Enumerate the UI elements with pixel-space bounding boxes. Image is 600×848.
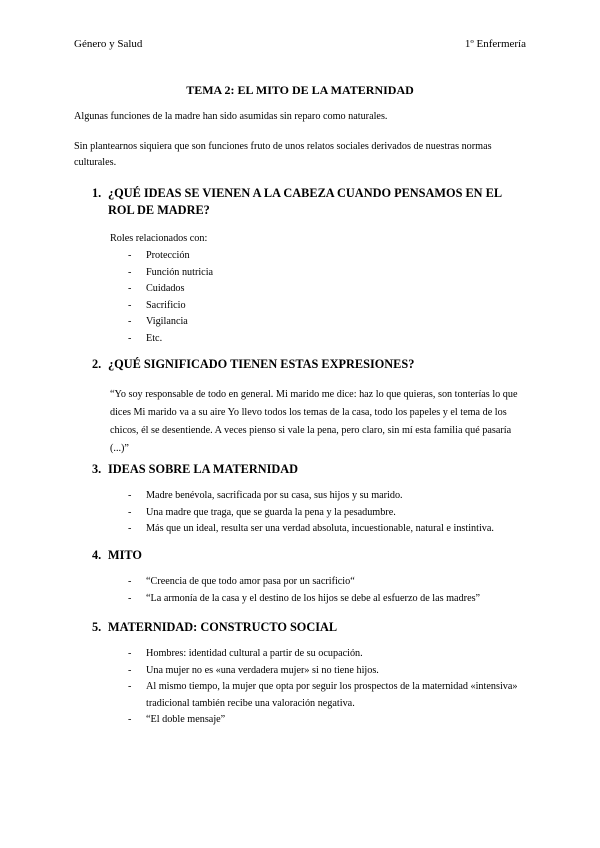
dash-marker: -: [128, 266, 132, 278]
dash-marker: -: [128, 490, 132, 501]
list-item: - Protección: [128, 248, 528, 265]
intro-paragraph-1: Algunas funciones de la madre han sido asumidas sin reparo como naturales.: [74, 111, 388, 122]
list-item: - “La armonía de la casa y el destino de los hijos se debe al esfuerzo de las madres”: [128, 591, 528, 608]
section-3-list: [128, 488, 528, 538]
dash-marker: -: [128, 664, 132, 676]
intro-paragraph-2: Sin plantearnos siquiera que son funciones fruto de unos relatos sociales derivados de nuestras normas culturales.: [74, 141, 492, 168]
section-title: MATERNIDAD: CONSTRUCTO SOCIAL: [108, 620, 338, 634]
section-number: 5.: [92, 620, 102, 634]
list-item: - Madre benévola, sacrificada por su casa, sus hijos y su marido.: [128, 488, 528, 505]
section-4-list: [128, 574, 528, 607]
dash-marker: -: [128, 283, 132, 295]
dash-marker: -: [128, 592, 132, 604]
section-2-quote: “Yo soy responsable de todo en general. Mi marido me dice: haz lo que quieras, son tonterías lo que dices Mi marido va a su aire Yo llevo todos los temas de la casa, todo los papeles y el tema de los chicos, él se desentiende. A veces pienso si vale la pena, pero claro, sin mí esta familia qué pasaría (...)”: [110, 389, 518, 454]
list-item: - Más que un ideal, resulta ser una verdad absoluta, incuestionable, natural e instintiva.: [128, 521, 528, 538]
dash-marker: -: [128, 523, 132, 535]
list-item: - “Creencia de que todo amor pasa por un sacrificio“: [128, 574, 528, 591]
list-item: - Hombres: identidad cultural a partir de su ocupación.: [128, 646, 528, 663]
list-item: - Vigilancia: [128, 314, 528, 331]
list-item: - Cuidados: [128, 281, 528, 298]
list-item: - Etc.: [128, 331, 528, 348]
section-number: 4.: [92, 548, 102, 562]
header-subject: Género y Salud: [74, 38, 143, 50]
section-title: MITO: [108, 548, 142, 562]
list-item: - “El doble mensaje”: [128, 712, 528, 729]
section-title: ¿QUÉ IDEAS SE VIENEN A LA CABEZA CUANDO PENSAMOS EN EL ROL DE MADRE?: [108, 186, 502, 217]
dash-marker: -: [128, 648, 132, 659]
dash-marker: -: [128, 576, 132, 587]
list-item: - Al mismo tiempo, la mujer que opta por seguir los prospectos de la maternidad «intensiva» tradicional también recibe una valoración negativa.: [128, 681, 518, 709]
dash-marker: -: [128, 299, 132, 311]
section-number: 3.: [92, 462, 102, 476]
dash-marker: -: [128, 681, 132, 693]
list-item: - Sacrificio: [128, 298, 528, 315]
document-title: TEMA 2: EL MITO DE LA MATERNIDAD: [186, 83, 414, 97]
dash-marker: -: [128, 332, 132, 344]
list-item: - Una madre que traga, que se guarda la pena y la pesadumbre.: [128, 505, 528, 522]
dash-marker: -: [128, 506, 132, 518]
list-item: - Función nutricia: [128, 265, 528, 282]
dash-marker: -: [128, 316, 132, 328]
list-item: - Una mujer no es «una verdadera mujer» si no tiene hijos.: [128, 663, 528, 680]
section-5-list: [128, 646, 528, 729]
section-title: ¿QUÉ SIGNIFICADO TIENEN ESTAS EXPRESIONES?: [108, 357, 415, 371]
section-1-list: [128, 248, 528, 348]
section-title: IDEAS SOBRE LA MATERNIDAD: [108, 462, 299, 476]
section-number: 1.: [92, 186, 102, 200]
dash-marker: -: [128, 714, 132, 726]
header-course: 1º Enfermería: [464, 38, 526, 50]
dash-marker: -: [128, 250, 132, 261]
section-number: 2.: [92, 357, 102, 371]
section-1-intro: Roles relacionados con:: [110, 233, 208, 244]
